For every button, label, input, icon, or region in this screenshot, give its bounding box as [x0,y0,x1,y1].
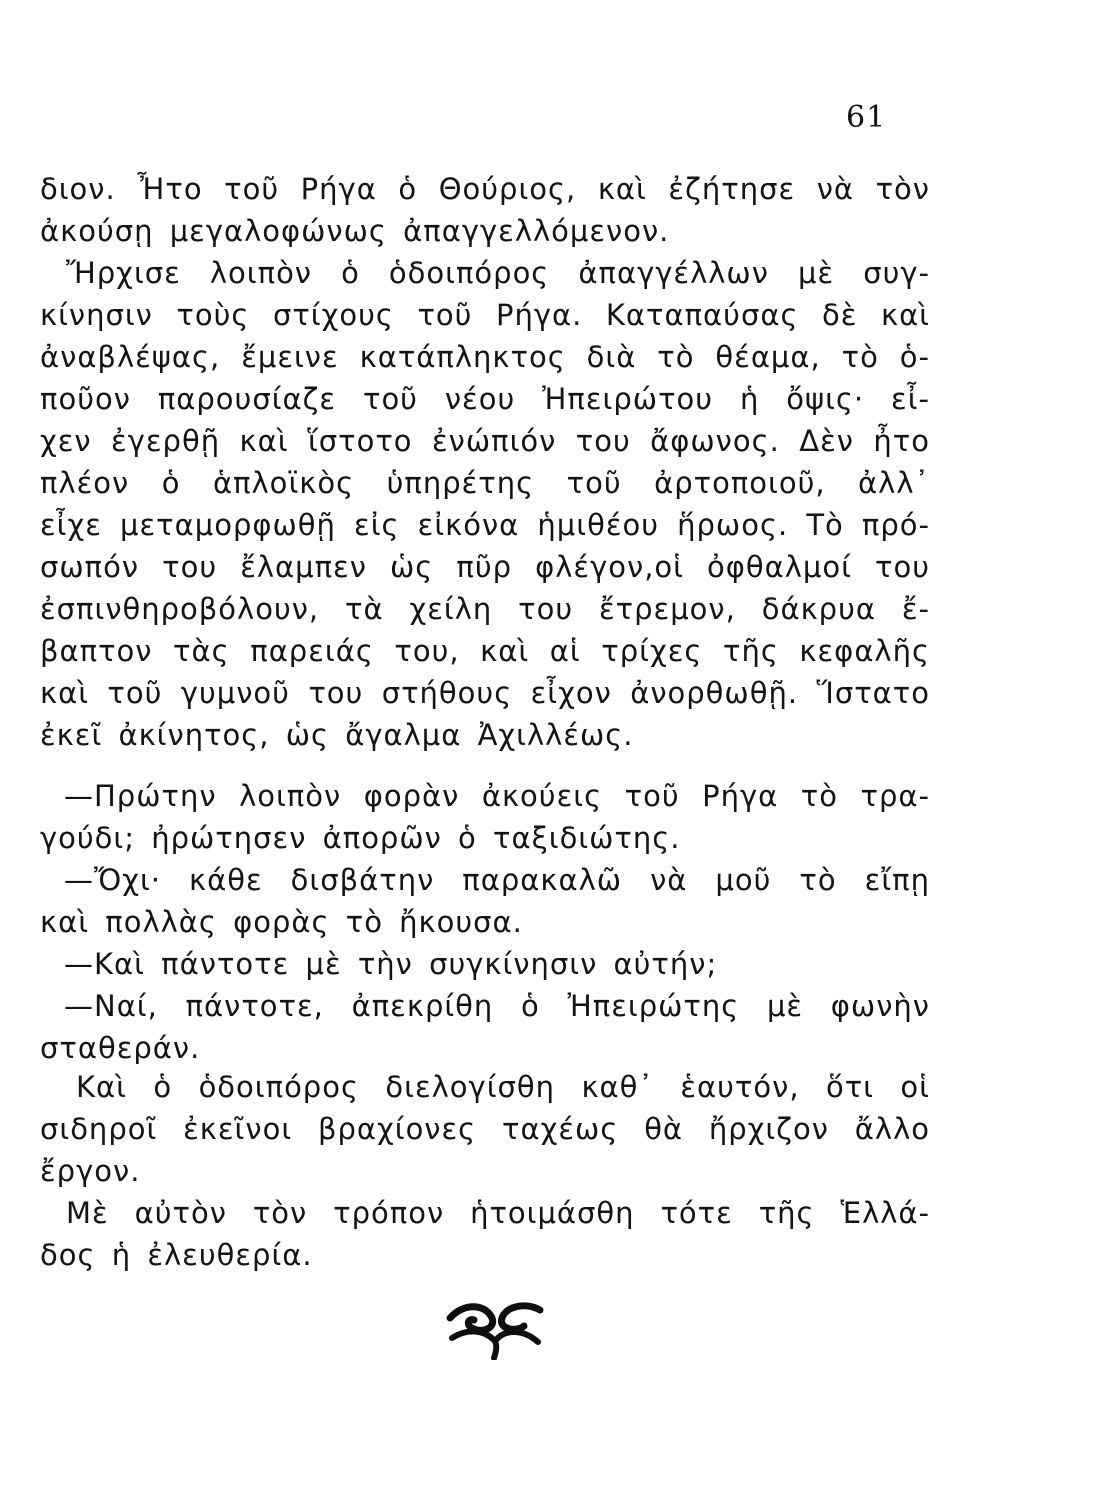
dialogue-line: —Ὄχι· κάθε δισβάτην παρακαλῶ νὰ μοῦ τὸ εἴπῃ [64,863,930,897]
text-line: Καὶ ὁ ὁδοιπόρος διελογίσθη καθ᾽ ἑαυτόν, ὅτι οἱ [76,1070,930,1104]
text-line: διον. Ἦτο τοῦ Ρήγα ὁ Θούριος, καὶ ἐζήτησε νὰ τὸν [40,172,930,206]
text-line: Μὲ αὐτὸν τὸν τρόπον ἡτοιμάσθη τότε τῆς Ἑλλά- [66,1196,930,1230]
text-line: σιδηροῖ ἐκεῖνοι βραχίονες ταχέως θὰ ἤρχιζον ἄλλο [40,1112,930,1146]
dialogue-line: σταθεράν. [40,1031,201,1065]
paragraph-narrative [40,168,930,756]
text-line: ἐκεῖ ἀκίνητος, ὡς ἄγαλμα Ἀχιλλέως. [40,718,634,752]
dialogue-line: γούδι; ἠρώτησεν ἀπορῶν ὁ ταξιδιώτης. [40,821,681,855]
dialogue-section [40,775,930,1069]
text-line: κίνησιν τοὺς στίχους τοῦ Ρήγα. Καταπαύσας δὲ καὶ [40,298,930,332]
page-number: 61 [846,100,887,135]
text-line: ἐσπινθηροβόλουν, τὰ χείλη του ἔτρεμον, δάκρυα ἔ- [40,592,930,626]
text-line: ἀναβλέψας, ἔμεινε κατάπληκτος διὰ τὸ θέαμα, τὸ ὁ- [40,340,930,374]
text-line: Ἤρχισε λοιπὸν ὁ ὁδοιπόρος ἀπαγγέλλων μὲ συγ- [66,256,930,290]
dialogue-line: —Ναί, πάντοτε, ἀπεκρίθη ὁ Ἠπειρώτης μὲ φωνὴν [64,989,930,1023]
fleuron-ornament-icon [446,1298,544,1360]
text-line: δος ἡ ἐλευθερία. [40,1238,313,1272]
text-line: χεν ἐγερθῇ καὶ ἵστοτο ἐνώπιόν του ἄφωνος. Δὲν ἦτο [40,424,930,458]
text-line: ἀκούσῃ μεγαλοφώνως ἀπαγγελλόμενον. [40,214,670,248]
text-line: εἶχε μεταμορφωθῇ εἰς εἰκόνα ἡμιθέου ἥρωος. Τὸ πρό- [40,508,930,542]
paragraph-closing [40,1066,930,1276]
text-line: ποῦον παρουσίαζε τοῦ νέου Ἠπειρώτου ἡ ὄψις· εἶ- [40,382,930,416]
text-line: ἔργον. [40,1154,141,1188]
text-line: βαπτον τὰς παρειάς του, καὶ αἱ τρίχες τῆς κεφαλῆς [40,634,930,668]
dialogue-line: —Πρώτην λοιπὸν φορὰν ἀκούεις τοῦ Ρήγα τὸ τρα- [64,779,930,813]
dialogue-line: καὶ πολλὰς φορὰς τὸ ἤκουσα. [40,905,523,939]
dialogue-line: —Καὶ πάντοτε μὲ τὴν συγκίνησιν αὐτήν; [64,947,718,981]
text-line: σωπόν του ἔλαμπεν ὡς πῦρ φλέγον,οἱ ὀφθαλμοί του [40,550,930,584]
text-line: καὶ τοῦ γυμνοῦ του στήθους εἶχον ἀνορθωθῇ. Ἵστατο [40,676,930,710]
text-line: πλέον ὁ ἁπλοϊκὸς ὑπηρέτης τοῦ ἀρτοποιοῦ, ἀλλ᾽ [40,466,930,500]
